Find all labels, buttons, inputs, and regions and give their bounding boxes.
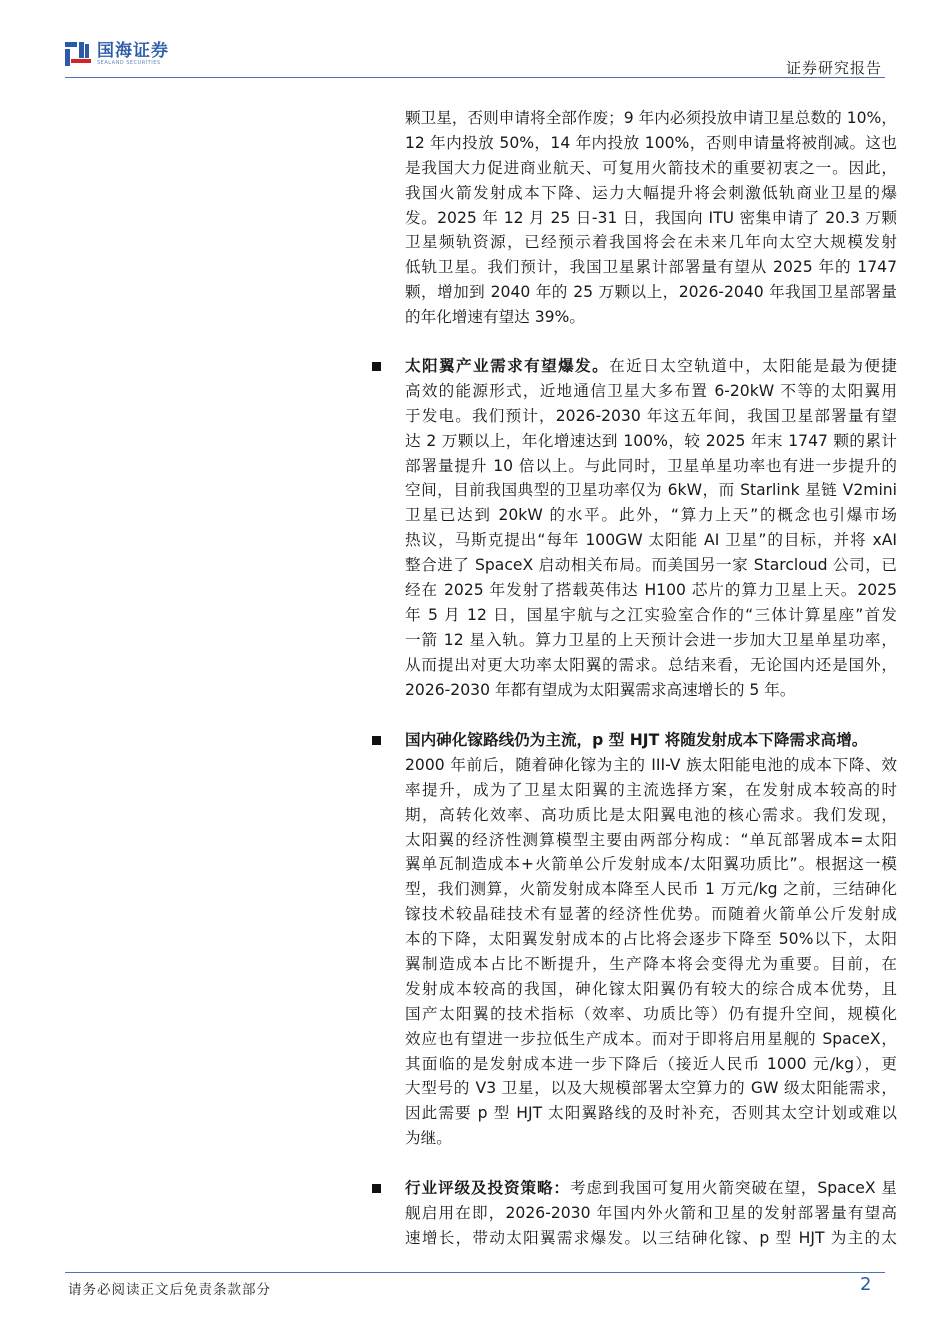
paragraph-section: [405, 1176, 897, 1251]
text-line: [405, 1052, 897, 1077]
footer-divider: [65, 1272, 885, 1273]
line-text: 2000 年前后，随着砷化镓为主的 III-V 族太阳能电池的成本下降、效: [405, 755, 897, 774]
line-text: 考虑到我国可复用火箭突破在望，SpaceX 星: [569, 1179, 897, 1197]
line-text: 12 年内投放 50%，14 年内投放 100%，否则申请量将被削减。这也: [405, 133, 897, 152]
text-line: [405, 927, 897, 952]
line-text: 的年化增速有望达 39%。: [405, 308, 585, 327]
logo-subtext: SEALAND SECURITIES: [97, 60, 161, 66]
paragraph-section: [405, 354, 897, 702]
line-text: 经在 2025 年发射了搭载英伟达 H100 芯片的算力卫星上天。2025: [405, 581, 897, 600]
text-line: [405, 1002, 897, 1027]
text-line: [405, 653, 897, 678]
line-text: 舰启用在即，2026-2030 年国内外火箭和卫星的发射部署量有望高: [405, 1203, 897, 1222]
line-text: 卫星频轨资源，已经预示着我国将会在未来几年向太空大规模发射: [405, 233, 897, 252]
text-line: [405, 678, 897, 703]
text-line: [405, 603, 897, 628]
line-text: 本的下降，太阳翼发射成本的占比将会逐步下降至 50%以下，太阳: [405, 930, 897, 949]
text-line: [405, 379, 897, 404]
paragraph-lead: 国内砷化镓路线仍为主流，p 型 HJT 将随发射成本下降需求高增。: [405, 731, 868, 749]
line-text: 2026-2030 年都有望成为太阳翼需求高速增长的 5 年。: [405, 680, 796, 699]
text-line: [405, 728, 897, 753]
line-text: 为继。: [405, 1129, 452, 1148]
text-line: [405, 156, 897, 181]
line-text: 发射成本较高的我国，砷化镓太阳翼仍有较大的综合成本优势，且: [405, 979, 897, 998]
page-number: 2: [860, 1274, 872, 1295]
line-text: 一箭 12 星入轨。算力卫星的上天预计会进一步加大卫星单星功率，: [405, 630, 897, 649]
text-line: [405, 1027, 897, 1052]
text-line: [405, 404, 897, 429]
paragraph-lead: 行业评级及投资策略：: [405, 1179, 570, 1197]
line-text: 大型号的 V3 卫星，以及大规模部署太空算力的 GW 级太阳能需求，: [405, 1079, 897, 1098]
line-text: 部署量提升 10 倍以上。与此同时，卫星单星功率也有进一步提升的: [405, 456, 897, 475]
line-text: 国产太阳翼的技术指标（效率、功质比等）仍有提升空间，规模化: [405, 1004, 897, 1023]
company-logo: [65, 42, 169, 66]
text-line: [405, 803, 897, 828]
text-line: [405, 1076, 897, 1101]
text-line: [405, 131, 897, 156]
line-text: 颗卫星，否则申请将全部作废；9 年内必须投放申请卫星总数的 10%，: [405, 109, 897, 127]
text-line: [405, 852, 897, 877]
line-text: 期，高转化效率、高功质比是太阳翼电池的核心需求。我们发现，: [405, 805, 897, 824]
text-line: [405, 454, 897, 479]
text-line: [405, 753, 897, 778]
line-text: 年 5 月 12 日，国星宇航与之江实验室合作的“三体计算星座”首发: [405, 605, 897, 624]
text-line: [405, 429, 897, 454]
text-line: [405, 206, 897, 231]
bullet-square-icon: [372, 1184, 381, 1193]
line-text: 整合进了 SpaceX 启动相关布局。而美国另一家 Starcloud 公司，已: [405, 556, 897, 575]
line-text: 太阳翼的经济性测算模型主要由两部分构成：“单瓦部署成本=太阳: [405, 830, 897, 849]
line-text: 是我国大力促进商业航天、可复用火箭技术的重要初衷之一。因此，: [405, 158, 897, 177]
line-text: 低轨卫星。我们预计，我国卫星累计部署量有望从 2025 年的 1747: [405, 258, 897, 277]
line-text: 速增长，带动太阳翼需求爆发。以三结砷化镓、p 型 HJT 为主的太: [405, 1228, 897, 1247]
line-text: 型，我们测算，火箭发射成本降至人民币 1 万元/kg 之前，三结砷化: [405, 880, 897, 899]
paragraph-section: [405, 728, 897, 1151]
text-line: [405, 877, 897, 902]
text-line: [405, 255, 897, 280]
line-text: 率提升，成为了卫星太阳翼的主流选择方案，在发射成本较高的时: [405, 780, 897, 799]
text-line: [405, 1226, 897, 1251]
text-line: [405, 553, 897, 578]
line-text: 翼制造成本占比不断提升，生产降本将会变得尤为重要。目前，在: [405, 955, 897, 974]
paragraph-section: [405, 106, 897, 330]
line-text: 翼单瓦制造成本+火箭单公斤发射成本/太阳翼功质比”。根据这一模: [405, 855, 897, 874]
line-text: 因此需要 p 型 HJT 太阳翼路线的及时补充，否则其太空计划或难以: [405, 1104, 897, 1123]
text-line: [405, 230, 897, 255]
text-line: [405, 354, 897, 379]
text-line: [405, 1126, 897, 1151]
line-text: 高效的能源形式，近地通信卫星大多布置 6-20kW 不等的太阳翼用: [405, 381, 897, 400]
line-text: 我国火箭发射成本下降、运力大幅提升将会刺激低轨商业卫星的爆: [405, 183, 897, 202]
line-text: 达 2 万颗以上，年化增速达到 100%，较 2025 年末 1747 颗的累计: [405, 431, 897, 450]
text-line: [405, 977, 897, 1002]
logo-text: 国海证券: [97, 41, 169, 61]
bullet-square-icon: [372, 362, 381, 371]
line-text: 空间，目前我国典型的卫星功率仅为 6kW，而 Starlink 星链 V2mini: [405, 481, 897, 500]
line-text: 在近日太空轨道中，太阳能是最为便捷: [609, 357, 897, 375]
text-line: [405, 1201, 897, 1226]
text-line: [405, 528, 897, 553]
text-line: [405, 1176, 897, 1201]
text-line: [405, 181, 897, 206]
bullet-square-icon: [372, 736, 381, 745]
text-line: [405, 280, 897, 305]
line-text: 于发电。我们预计，2026-2030 年这五年间，我国卫星部署量有望: [405, 406, 897, 425]
footer-disclaimer: 请务必阅读正文后免责条款部分: [68, 1282, 271, 1298]
text-line: [405, 305, 897, 330]
text-line: [405, 952, 897, 977]
text-line: [405, 478, 897, 503]
line-text: 其面临的是发射成本进一步下降后（接近人民币 1000 元/kg），更: [405, 1054, 897, 1073]
line-text: 发。2025 年 12 月 25 日-31 日，我国向 ITU 密集申请了 20.3 万颗: [405, 208, 897, 227]
line-text: 卫星已达到 20kW 的水平。此外，“算力上天”的概念也引爆市场: [405, 506, 897, 525]
paragraph-lead: 太阳翼产业需求有望爆发。: [405, 357, 610, 375]
header-divider: [65, 77, 885, 78]
text-line: [405, 828, 897, 853]
text-line: [405, 106, 897, 131]
line-text: 热议，马斯克提出“每年 100GW 太阳能 AI 卫星”的目标，并将 xAI: [405, 531, 897, 550]
text-line: [405, 778, 897, 803]
line-text: 效应也有望进一步拉低生产成本。而对于即将启用星舰的 SpaceX，: [405, 1029, 897, 1048]
text-line: [405, 1101, 897, 1126]
report-type-label: 证券研究报告: [785, 59, 882, 77]
text-line: [405, 503, 897, 528]
text-line: [405, 628, 897, 653]
line-text: 从而提出对更大功率太阳翼的需求。总结来看，无论国内还是国外，: [405, 655, 897, 674]
logo-mark-icon: [65, 42, 91, 66]
line-text: 镓技术较晶硅技术有显著的经济性优势。而随着火箭单公斤发射成: [405, 905, 897, 924]
text-line: [405, 578, 897, 603]
line-text: 颗，增加到 2040 年的 25 万颗以上，2026-2040 年我国卫星部署量: [405, 283, 897, 302]
text-line: [405, 902, 897, 927]
